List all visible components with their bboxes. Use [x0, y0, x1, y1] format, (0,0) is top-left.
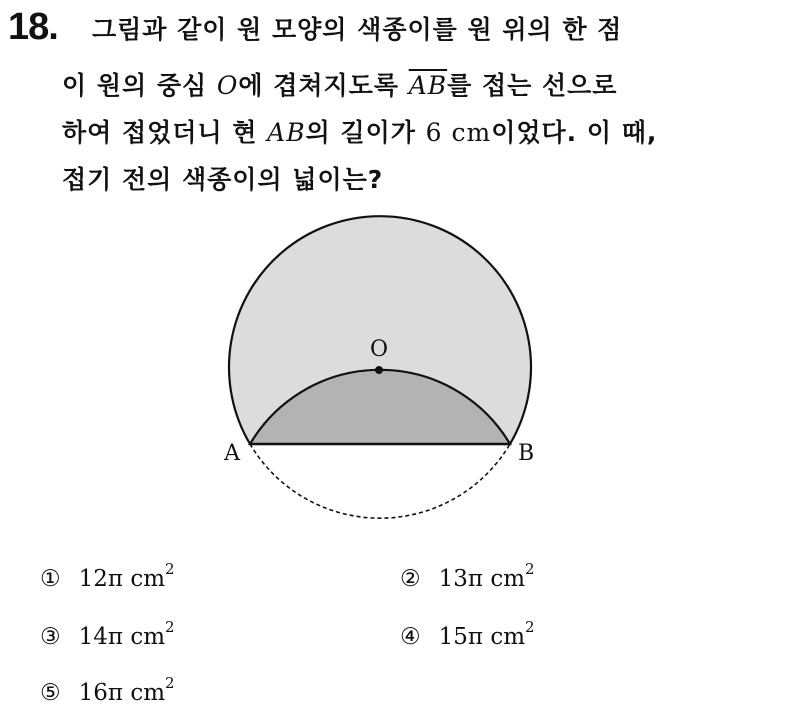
choice-2-number: ②: [400, 566, 421, 592]
choice-2-value: 13π cm: [438, 566, 526, 592]
choice-1-value: 12π cm: [78, 566, 166, 592]
center-symbol-o: O: [216, 71, 239, 100]
question-number: 18.: [8, 6, 58, 48]
choice-5-value: 16π cm: [78, 680, 166, 706]
arc-ab-symbol: $\overline{AB}$: [408, 71, 448, 100]
label-a: A: [224, 441, 240, 466]
question-line-2-text-a: 이 원의 중심: [62, 71, 217, 100]
choice-2-exponent: 2: [525, 560, 535, 578]
label-b: B: [518, 441, 535, 466]
choice-4-number: ④: [400, 624, 421, 650]
question-line-1: 그림과 같이 원 모양의 색종이를 원 위의 한 점: [92, 15, 623, 44]
choice-3-value: 14π cm: [78, 624, 166, 650]
original-arc-dashed: [250, 444, 510, 518]
choice-3-number: ③: [40, 624, 61, 650]
choice-4-value: 15π cm: [438, 624, 526, 650]
chord-ab-symbol: AB: [267, 118, 306, 147]
choice-5-number: ⑤: [40, 680, 61, 706]
choice-5-exponent: 2: [165, 674, 175, 692]
folded-circle-figure: [200, 200, 560, 530]
choice-4-exponent: 2: [525, 618, 535, 636]
question-line-2: [62, 66, 617, 102]
question-line-2-text-b: 에 겹쳐지도록: [238, 71, 409, 100]
question-line-3-text-a: 하여 접었더니 현: [62, 118, 268, 147]
choice-5[interactable]: [40, 674, 175, 706]
center-point-o: [375, 366, 383, 374]
choice-1[interactable]: [40, 560, 175, 592]
choice-3[interactable]: [40, 618, 175, 650]
choice-4[interactable]: [400, 618, 535, 650]
question-line-4: 접기 전의 색종이의 넓이는?: [62, 165, 384, 194]
choice-2[interactable]: [400, 560, 535, 592]
question-line-2-text-c: 를 접는 선으로: [447, 71, 618, 100]
question-line-3: [62, 113, 657, 149]
label-o: O: [369, 337, 389, 362]
choice-3-exponent: 2: [165, 618, 175, 636]
chord-length-value: 6 cm: [425, 118, 492, 147]
choice-1-number: ①: [40, 566, 61, 592]
choice-1-exponent: 2: [165, 560, 175, 578]
question-line-3-text-c: 이었다. 이 때,: [491, 118, 658, 147]
question-line-3-text-b: 의 길이가: [305, 118, 426, 147]
